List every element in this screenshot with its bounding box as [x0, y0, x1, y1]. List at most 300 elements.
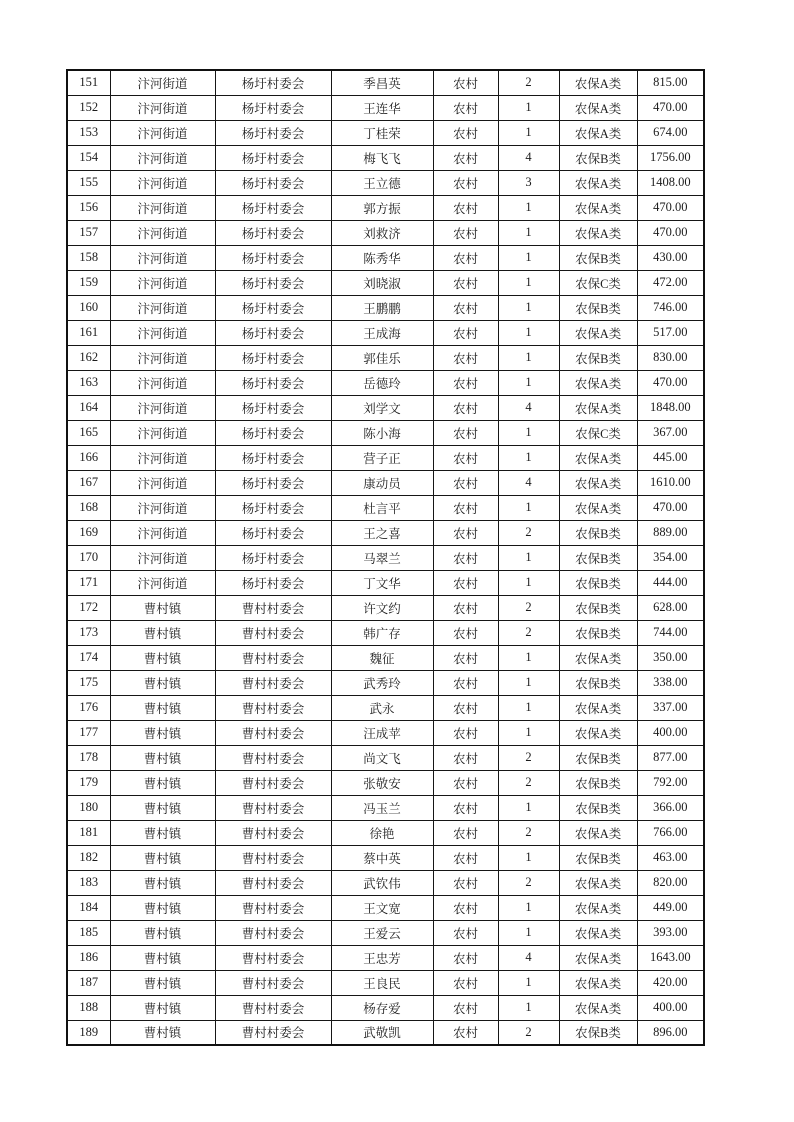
table-row — [67, 795, 704, 820]
cell-row-number: 185 — [67, 920, 110, 945]
cell-village-committee: 曹村村委会 — [215, 995, 331, 1020]
cell-person-count: 4 — [498, 470, 559, 495]
cell-insurance-category: 农保B类 — [559, 295, 637, 320]
cell-person-name: 王立德 — [331, 170, 433, 195]
cell-insurance-category: 农保A类 — [559, 220, 637, 245]
cell-person-count: 1 — [498, 795, 559, 820]
table-row — [67, 820, 704, 845]
cell-person-count: 2 — [498, 820, 559, 845]
cell-town: 汴河街道 — [110, 345, 215, 370]
cell-town: 曹村镇 — [110, 745, 215, 770]
cell-person-name: 王良民 — [331, 970, 433, 995]
table-row — [67, 870, 704, 895]
cell-insurance-category: 农保B类 — [559, 795, 637, 820]
cell-village-committee: 杨圩村委会 — [215, 170, 331, 195]
cell-insurance-category: 农保A类 — [559, 870, 637, 895]
table-row — [67, 670, 704, 695]
table-row — [67, 995, 704, 1020]
cell-person-count: 2 — [498, 870, 559, 895]
cell-residence-type: 农村 — [433, 370, 498, 395]
table-row — [67, 120, 704, 145]
cell-amount: 367.00 — [637, 420, 704, 445]
cell-amount: 463.00 — [637, 845, 704, 870]
cell-insurance-category: 农保A类 — [559, 470, 637, 495]
cell-residence-type: 农村 — [433, 920, 498, 945]
cell-person-count: 1 — [498, 570, 559, 595]
cell-village-committee: 杨圩村委会 — [215, 520, 331, 545]
cell-insurance-category: 农保B类 — [559, 770, 637, 795]
cell-village-committee: 杨圩村委会 — [215, 370, 331, 395]
cell-person-count: 1 — [498, 645, 559, 670]
table-row — [67, 470, 704, 495]
cell-village-committee: 杨圩村委会 — [215, 70, 331, 95]
cell-insurance-category: 农保B类 — [559, 1020, 637, 1045]
cell-town: 汴河街道 — [110, 145, 215, 170]
cell-town: 汴河街道 — [110, 245, 215, 270]
cell-village-committee: 曹村村委会 — [215, 620, 331, 645]
cell-village-committee: 曹村村委会 — [215, 970, 331, 995]
cell-town: 曹村镇 — [110, 995, 215, 1020]
cell-row-number: 173 — [67, 620, 110, 645]
cell-residence-type: 农村 — [433, 295, 498, 320]
table-row — [67, 920, 704, 945]
cell-town: 曹村镇 — [110, 945, 215, 970]
table-row — [67, 545, 704, 570]
cell-row-number: 162 — [67, 345, 110, 370]
cell-row-number: 159 — [67, 270, 110, 295]
cell-insurance-category: 农保B类 — [559, 545, 637, 570]
cell-person-name: 康动员 — [331, 470, 433, 495]
cell-person-name: 许文约 — [331, 595, 433, 620]
cell-town: 汴河街道 — [110, 195, 215, 220]
cell-insurance-category: 农保A类 — [559, 395, 637, 420]
cell-amount: 400.00 — [637, 720, 704, 745]
cell-person-count: 1 — [498, 270, 559, 295]
cell-person-count: 3 — [498, 170, 559, 195]
table-row — [67, 220, 704, 245]
cell-person-count: 1 — [498, 895, 559, 920]
beneficiary-table — [66, 69, 705, 1046]
cell-person-name: 武秀玲 — [331, 670, 433, 695]
table-row — [67, 595, 704, 620]
cell-person-name: 马翠兰 — [331, 545, 433, 570]
cell-person-count: 4 — [498, 145, 559, 170]
table-row — [67, 195, 704, 220]
cell-village-committee: 曹村村委会 — [215, 920, 331, 945]
cell-person-count: 2 — [498, 745, 559, 770]
cell-amount: 445.00 — [637, 445, 704, 470]
cell-village-committee: 杨圩村委会 — [215, 495, 331, 520]
cell-insurance-category: 农保A类 — [559, 970, 637, 995]
cell-town: 曹村镇 — [110, 920, 215, 945]
cell-person-name: 梅飞飞 — [331, 145, 433, 170]
cell-residence-type: 农村 — [433, 895, 498, 920]
cell-person-name: 张敬安 — [331, 770, 433, 795]
cell-row-number: 153 — [67, 120, 110, 145]
cell-person-count: 1 — [498, 695, 559, 720]
cell-person-name: 王之喜 — [331, 520, 433, 545]
cell-person-count: 4 — [498, 945, 559, 970]
cell-residence-type: 农村 — [433, 70, 498, 95]
cell-person-name: 冯玉兰 — [331, 795, 433, 820]
cell-residence-type: 农村 — [433, 745, 498, 770]
cell-person-name: 韩广存 — [331, 620, 433, 645]
cell-row-number: 154 — [67, 145, 110, 170]
cell-residence-type: 农村 — [433, 470, 498, 495]
table-row — [67, 445, 704, 470]
cell-person-name: 徐艳 — [331, 820, 433, 845]
cell-amount: 889.00 — [637, 520, 704, 545]
cell-village-committee: 曹村村委会 — [215, 795, 331, 820]
cell-person-name: 魏征 — [331, 645, 433, 670]
cell-person-count: 1 — [498, 495, 559, 520]
cell-residence-type: 农村 — [433, 395, 498, 420]
cell-residence-type: 农村 — [433, 220, 498, 245]
cell-row-number: 156 — [67, 195, 110, 220]
table-row — [67, 295, 704, 320]
cell-insurance-category: 农保B类 — [559, 145, 637, 170]
cell-person-name: 刘救济 — [331, 220, 433, 245]
cell-row-number: 181 — [67, 820, 110, 845]
table-row — [67, 520, 704, 545]
cell-residence-type: 农村 — [433, 945, 498, 970]
cell-person-name: 尚文飞 — [331, 745, 433, 770]
table-row — [67, 70, 704, 95]
table-row — [67, 245, 704, 270]
cell-insurance-category: 农保A类 — [559, 320, 637, 345]
cell-residence-type: 农村 — [433, 595, 498, 620]
cell-residence-type: 农村 — [433, 495, 498, 520]
cell-amount: 449.00 — [637, 895, 704, 920]
table-row — [67, 895, 704, 920]
cell-insurance-category: 农保A类 — [559, 995, 637, 1020]
cell-person-name: 王鹏鹏 — [331, 295, 433, 320]
cell-town: 汴河街道 — [110, 70, 215, 95]
cell-residence-type: 农村 — [433, 520, 498, 545]
cell-insurance-category: 农保A类 — [559, 695, 637, 720]
cell-insurance-category: 农保A类 — [559, 70, 637, 95]
cell-row-number: 182 — [67, 845, 110, 870]
cell-person-count: 1 — [498, 220, 559, 245]
cell-amount: 470.00 — [637, 195, 704, 220]
cell-town: 汴河街道 — [110, 270, 215, 295]
cell-residence-type: 农村 — [433, 970, 498, 995]
cell-town: 汴河街道 — [110, 220, 215, 245]
cell-village-committee: 杨圩村委会 — [215, 295, 331, 320]
cell-person-name: 王文宽 — [331, 895, 433, 920]
cell-village-committee: 杨圩村委会 — [215, 470, 331, 495]
cell-person-count: 2 — [498, 520, 559, 545]
cell-residence-type: 农村 — [433, 645, 498, 670]
table-row — [67, 945, 704, 970]
cell-amount: 350.00 — [637, 645, 704, 670]
table-row — [67, 695, 704, 720]
cell-amount: 744.00 — [637, 620, 704, 645]
table-row — [67, 420, 704, 445]
cell-insurance-category: 农保A类 — [559, 920, 637, 945]
cell-amount: 1408.00 — [637, 170, 704, 195]
cell-person-count: 1 — [498, 95, 559, 120]
table-row — [67, 145, 704, 170]
cell-residence-type: 农村 — [433, 720, 498, 745]
cell-row-number: 160 — [67, 295, 110, 320]
cell-insurance-category: 农保A类 — [559, 945, 637, 970]
cell-amount: 830.00 — [637, 345, 704, 370]
cell-residence-type: 农村 — [433, 795, 498, 820]
cell-insurance-category: 农保B类 — [559, 595, 637, 620]
cell-amount: 1610.00 — [637, 470, 704, 495]
cell-person-name: 陈小海 — [331, 420, 433, 445]
cell-amount: 470.00 — [637, 95, 704, 120]
cell-residence-type: 农村 — [433, 570, 498, 595]
cell-village-committee: 曹村村委会 — [215, 870, 331, 895]
cell-town: 曹村镇 — [110, 895, 215, 920]
cell-town: 汴河街道 — [110, 445, 215, 470]
cell-residence-type: 农村 — [433, 820, 498, 845]
cell-row-number: 164 — [67, 395, 110, 420]
cell-village-committee: 杨圩村委会 — [215, 145, 331, 170]
cell-person-count: 1 — [498, 670, 559, 695]
cell-town: 曹村镇 — [110, 845, 215, 870]
cell-town: 曹村镇 — [110, 695, 215, 720]
cell-insurance-category: 农保A类 — [559, 170, 637, 195]
cell-residence-type: 农村 — [433, 95, 498, 120]
cell-residence-type: 农村 — [433, 245, 498, 270]
cell-residence-type: 农村 — [433, 320, 498, 345]
cell-residence-type: 农村 — [433, 770, 498, 795]
cell-person-name: 王成海 — [331, 320, 433, 345]
cell-residence-type: 农村 — [433, 445, 498, 470]
cell-insurance-category: 农保A类 — [559, 445, 637, 470]
table-body — [67, 70, 704, 1045]
cell-village-committee: 曹村村委会 — [215, 595, 331, 620]
cell-amount: 470.00 — [637, 495, 704, 520]
cell-village-committee: 杨圩村委会 — [215, 570, 331, 595]
cell-row-number: 166 — [67, 445, 110, 470]
cell-village-committee: 杨圩村委会 — [215, 445, 331, 470]
cell-amount: 792.00 — [637, 770, 704, 795]
cell-person-name: 丁文华 — [331, 570, 433, 595]
cell-person-name: 陈秀华 — [331, 245, 433, 270]
cell-person-count: 2 — [498, 620, 559, 645]
cell-row-number: 184 — [67, 895, 110, 920]
cell-amount: 1756.00 — [637, 145, 704, 170]
table-row — [67, 395, 704, 420]
cell-insurance-category: 农保A类 — [559, 95, 637, 120]
cell-town: 曹村镇 — [110, 770, 215, 795]
cell-village-committee: 曹村村委会 — [215, 820, 331, 845]
cell-insurance-category: 农保A类 — [559, 895, 637, 920]
cell-town: 曹村镇 — [110, 1020, 215, 1045]
cell-village-committee: 杨圩村委会 — [215, 320, 331, 345]
cell-person-name: 武钦伟 — [331, 870, 433, 895]
cell-row-number: 189 — [67, 1020, 110, 1045]
cell-town: 汴河街道 — [110, 495, 215, 520]
cell-person-count: 1 — [498, 370, 559, 395]
cell-residence-type: 农村 — [433, 870, 498, 895]
cell-village-committee: 曹村村委会 — [215, 895, 331, 920]
table-row — [67, 970, 704, 995]
cell-amount: 430.00 — [637, 245, 704, 270]
cell-residence-type: 农村 — [433, 620, 498, 645]
cell-village-committee: 曹村村委会 — [215, 695, 331, 720]
cell-residence-type: 农村 — [433, 420, 498, 445]
cell-village-committee: 曹村村委会 — [215, 770, 331, 795]
cell-village-committee: 杨圩村委会 — [215, 120, 331, 145]
cell-person-count: 1 — [498, 320, 559, 345]
cell-town: 曹村镇 — [110, 795, 215, 820]
cell-insurance-category: 农保A类 — [559, 370, 637, 395]
cell-village-committee: 曹村村委会 — [215, 720, 331, 745]
cell-insurance-category: 农保B类 — [559, 670, 637, 695]
cell-row-number: 179 — [67, 770, 110, 795]
cell-amount: 766.00 — [637, 820, 704, 845]
cell-village-committee: 曹村村委会 — [215, 745, 331, 770]
table-row — [67, 570, 704, 595]
cell-row-number: 161 — [67, 320, 110, 345]
cell-person-count: 1 — [498, 195, 559, 220]
cell-village-committee: 杨圩村委会 — [215, 195, 331, 220]
cell-insurance-category: 农保B类 — [559, 745, 637, 770]
cell-row-number: 177 — [67, 720, 110, 745]
cell-person-name: 王连华 — [331, 95, 433, 120]
cell-insurance-category: 农保A类 — [559, 120, 637, 145]
cell-residence-type: 农村 — [433, 195, 498, 220]
cell-person-name: 汪成苹 — [331, 720, 433, 745]
cell-row-number: 151 — [67, 70, 110, 95]
cell-person-count: 1 — [498, 545, 559, 570]
cell-residence-type: 农村 — [433, 145, 498, 170]
cell-row-number: 157 — [67, 220, 110, 245]
cell-residence-type: 农村 — [433, 545, 498, 570]
cell-person-count: 2 — [498, 1020, 559, 1045]
table-row — [67, 845, 704, 870]
cell-person-count: 1 — [498, 845, 559, 870]
cell-person-name: 武敬凯 — [331, 1020, 433, 1045]
cell-amount: 420.00 — [637, 970, 704, 995]
cell-row-number: 163 — [67, 370, 110, 395]
cell-town: 汴河街道 — [110, 295, 215, 320]
table-row — [67, 745, 704, 770]
cell-village-committee: 杨圩村委会 — [215, 545, 331, 570]
cell-residence-type: 农村 — [433, 995, 498, 1020]
cell-town: 曹村镇 — [110, 820, 215, 845]
cell-residence-type: 农村 — [433, 345, 498, 370]
cell-person-name: 刘学文 — [331, 395, 433, 420]
cell-village-committee: 杨圩村委会 — [215, 420, 331, 445]
cell-person-name: 杜言平 — [331, 495, 433, 520]
cell-row-number: 174 — [67, 645, 110, 670]
cell-residence-type: 农村 — [433, 670, 498, 695]
cell-person-name: 杨存爱 — [331, 995, 433, 1020]
cell-row-number: 165 — [67, 420, 110, 445]
cell-person-name: 刘晓淑 — [331, 270, 433, 295]
cell-amount: 628.00 — [637, 595, 704, 620]
cell-insurance-category: 农保C类 — [559, 270, 637, 295]
cell-insurance-category: 农保B类 — [559, 845, 637, 870]
cell-row-number: 158 — [67, 245, 110, 270]
cell-residence-type: 农村 — [433, 270, 498, 295]
cell-insurance-category: 农保B类 — [559, 345, 637, 370]
cell-village-committee: 杨圩村委会 — [215, 220, 331, 245]
cell-person-name: 王忠芳 — [331, 945, 433, 970]
cell-person-name: 郭方振 — [331, 195, 433, 220]
cell-person-name: 季昌英 — [331, 70, 433, 95]
table-row — [67, 720, 704, 745]
table-row — [67, 320, 704, 345]
cell-row-number: 152 — [67, 95, 110, 120]
cell-village-committee: 曹村村委会 — [215, 670, 331, 695]
cell-row-number: 172 — [67, 595, 110, 620]
cell-residence-type: 农村 — [433, 1020, 498, 1045]
cell-amount: 354.00 — [637, 545, 704, 570]
cell-insurance-category: 农保C类 — [559, 420, 637, 445]
cell-village-committee: 杨圩村委会 — [215, 245, 331, 270]
cell-person-name: 蔡中英 — [331, 845, 433, 870]
cell-amount: 815.00 — [637, 70, 704, 95]
cell-amount: 366.00 — [637, 795, 704, 820]
table-row — [67, 345, 704, 370]
cell-village-committee: 杨圩村委会 — [215, 395, 331, 420]
cell-town: 曹村镇 — [110, 870, 215, 895]
cell-residence-type: 农村 — [433, 695, 498, 720]
cell-row-number: 175 — [67, 670, 110, 695]
cell-insurance-category: 农保A类 — [559, 720, 637, 745]
cell-person-count: 2 — [498, 595, 559, 620]
cell-residence-type: 农村 — [433, 120, 498, 145]
table-row — [67, 495, 704, 520]
cell-village-committee: 曹村村委会 — [215, 945, 331, 970]
cell-amount: 674.00 — [637, 120, 704, 145]
cell-person-name: 岳德玲 — [331, 370, 433, 395]
cell-town: 曹村镇 — [110, 620, 215, 645]
cell-amount: 472.00 — [637, 270, 704, 295]
cell-amount: 820.00 — [637, 870, 704, 895]
table-row — [67, 620, 704, 645]
cell-person-count: 1 — [498, 420, 559, 445]
cell-person-name: 郭佳乐 — [331, 345, 433, 370]
cell-town: 汴河街道 — [110, 470, 215, 495]
cell-row-number: 176 — [67, 695, 110, 720]
cell-insurance-category: 农保A类 — [559, 495, 637, 520]
cell-town: 汴河街道 — [110, 95, 215, 120]
cell-row-number: 167 — [67, 470, 110, 495]
cell-insurance-category: 农保A类 — [559, 645, 637, 670]
cell-town: 曹村镇 — [110, 970, 215, 995]
table-row — [67, 270, 704, 295]
cell-town: 汴河街道 — [110, 570, 215, 595]
cell-residence-type: 农村 — [433, 845, 498, 870]
cell-row-number: 178 — [67, 745, 110, 770]
cell-row-number: 169 — [67, 520, 110, 545]
cell-village-committee: 曹村村委会 — [215, 845, 331, 870]
cell-person-count: 4 — [498, 395, 559, 420]
cell-amount: 338.00 — [637, 670, 704, 695]
cell-town: 汴河街道 — [110, 170, 215, 195]
cell-amount: 470.00 — [637, 370, 704, 395]
table-row — [67, 1020, 704, 1045]
cell-village-committee: 杨圩村委会 — [215, 345, 331, 370]
cell-amount: 896.00 — [637, 1020, 704, 1045]
cell-person-count: 1 — [498, 995, 559, 1020]
cell-town: 汴河街道 — [110, 420, 215, 445]
cell-amount: 517.00 — [637, 320, 704, 345]
cell-row-number: 155 — [67, 170, 110, 195]
cell-insurance-category: 农保A类 — [559, 820, 637, 845]
cell-row-number: 170 — [67, 545, 110, 570]
cell-row-number: 171 — [67, 570, 110, 595]
cell-row-number: 180 — [67, 795, 110, 820]
